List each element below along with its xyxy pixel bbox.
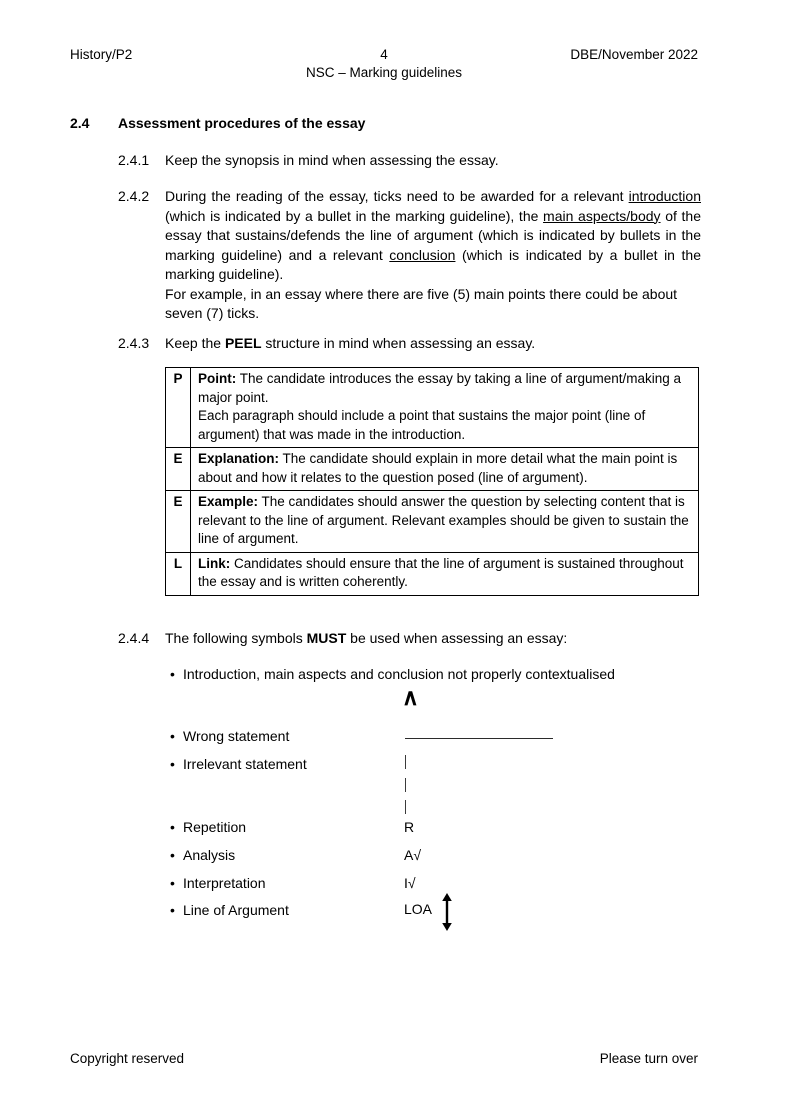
peel-letter-e1: E bbox=[166, 448, 191, 491]
bullet-icon: • bbox=[170, 666, 175, 682]
peel-intro-pre: Keep the bbox=[165, 335, 225, 351]
header-subtitle: NSC – Marking guidelines bbox=[305, 65, 463, 80]
repetition-symbol-icon: R bbox=[404, 819, 415, 835]
list-item bbox=[170, 755, 470, 774]
underlined-main-aspects-body: main aspects/body bbox=[543, 207, 661, 224]
section-title: Assessment procedures of the essay bbox=[118, 115, 366, 131]
symbol-label-irrelevant-statement: Irrelevant statement bbox=[183, 756, 307, 772]
symbol-label-wrong-statement: Wrong statement bbox=[183, 728, 290, 744]
peel-intro-post: structure in mind when assessing an essay. bbox=[261, 335, 536, 351]
bullet-icon: • bbox=[170, 728, 175, 744]
footer-copyright: Copyright reserved bbox=[70, 1051, 185, 1066]
symbol-label-line-of-argument: Line of Argument bbox=[183, 902, 289, 918]
clause-text-2-4-4 bbox=[165, 629, 701, 649]
clause-2-4-3 bbox=[118, 334, 701, 354]
analysis-letter: A bbox=[404, 847, 414, 863]
vertical-bar-symbol-icon-3 bbox=[405, 800, 406, 814]
clause-text-2-4-1: Keep the synopsis in mind when assessing the essay. bbox=[165, 152, 499, 168]
bullet-icon: • bbox=[170, 819, 175, 835]
table-row bbox=[166, 368, 699, 448]
bullet-icon: • bbox=[170, 902, 175, 918]
list-item bbox=[170, 665, 690, 684]
peel-text-point-2: Each paragraph should include a point that sustains the major point (line of argument) that was made in the introduction. bbox=[198, 408, 646, 442]
symbols-intro-pre: The following symbols bbox=[165, 630, 307, 646]
clause-body-2-4-2 bbox=[165, 187, 701, 324]
list-item bbox=[170, 727, 470, 746]
peel-description-link bbox=[191, 552, 699, 595]
bullet-icon: • bbox=[170, 756, 175, 772]
clause-number-2-4-4: 2.4.4 bbox=[118, 630, 150, 646]
analysis-symbol-icon bbox=[404, 846, 421, 865]
symbol-label-analysis: Analysis bbox=[183, 847, 236, 863]
underlined-introduction: introduction bbox=[628, 188, 701, 204]
clause-example-2-4-2: For example, in an essay where there are five (5) main points there could be about seven (7) ticks. bbox=[165, 285, 678, 321]
clause-text-2-4-3 bbox=[165, 334, 701, 354]
caret-symbol-icon: ∧ bbox=[402, 684, 419, 710]
clause-2-4-2 bbox=[118, 187, 701, 324]
symbol-label-interpretation: Interpretation bbox=[183, 875, 266, 891]
peel-keyword: PEEL bbox=[224, 335, 262, 351]
header-exam-session: DBE/November 2022 bbox=[570, 47, 698, 62]
footer-turn-over: Please turn over bbox=[599, 1051, 698, 1066]
peel-text-link: Candidates should ensure that the line of argument is sustained throughout the essay and is written coherently. bbox=[198, 555, 684, 589]
list-item bbox=[170, 846, 470, 865]
text-fragment-1: During the reading of the essay, ticks need to be awarded for a relevant bbox=[165, 188, 629, 204]
vertical-bar-symbol-icon-1 bbox=[405, 755, 406, 769]
clause-number-2-4-2: 2.4.2 bbox=[118, 188, 150, 204]
peel-description-explanation bbox=[191, 448, 699, 491]
vertical-bar-symbol-icon-2 bbox=[405, 778, 406, 792]
text-fragment-4: (which is indicated by a bullet in the marking guideline). bbox=[165, 246, 701, 282]
header-page-number: 4 bbox=[380, 47, 388, 62]
list-item bbox=[170, 818, 470, 837]
header-top-row bbox=[70, 46, 698, 64]
clause-2-4-4 bbox=[118, 629, 701, 649]
peel-text-example: The candidates should answer the question by selecting content that is relevant to the line of argument. Relevant examples should be given to sustain the line of argument. bbox=[198, 494, 689, 546]
table-row bbox=[166, 491, 699, 553]
text-fragment-2: (which is indicated by a bullet in the marking guideline), the bbox=[165, 207, 544, 224]
symbols-must-keyword: MUST bbox=[306, 630, 347, 646]
table-row bbox=[166, 552, 699, 595]
peel-structure-table bbox=[165, 367, 699, 596]
bullet-icon: • bbox=[170, 875, 175, 891]
double-headed-arrow-icon bbox=[440, 893, 454, 931]
peel-letter-p: P bbox=[166, 368, 191, 448]
section-number: 2.4 bbox=[70, 115, 90, 131]
peel-letter-l: L bbox=[166, 552, 191, 595]
underlined-conclusion: conclusion bbox=[389, 246, 456, 263]
peel-term-link: Link: bbox=[198, 555, 231, 571]
header-subject: History/P2 bbox=[70, 47, 133, 62]
radical-icon: √ bbox=[413, 847, 422, 863]
symbols-intro-post: be used when assessing an essay: bbox=[346, 630, 568, 646]
section-heading bbox=[70, 114, 698, 133]
symbol-label-repetition: Repetition bbox=[183, 819, 247, 835]
interpretation-letter: I bbox=[404, 875, 408, 891]
interpretation-symbol-icon bbox=[404, 874, 416, 893]
peel-text-point: The candidate introduces the essay by taking a line of argument/making a major point. bbox=[198, 371, 682, 405]
clause-paragraph-2-4-2 bbox=[165, 187, 701, 285]
peel-term-explanation: Explanation: bbox=[198, 451, 280, 466]
horizontal-line-symbol-icon bbox=[405, 738, 553, 739]
symbol-label-contextualisation: Introduction, main aspects and conclusion not properly contextualised bbox=[183, 666, 615, 682]
peel-text-explanation: The candidate should explain in more detail what the main point is about and how it relates to the question posed (line of argument). bbox=[198, 451, 678, 485]
peel-letter-e2: E bbox=[166, 491, 191, 553]
peel-description-example bbox=[191, 491, 699, 553]
peel-term-example: Example: bbox=[198, 494, 259, 509]
peel-description-point bbox=[191, 368, 699, 448]
bullet-icon: • bbox=[170, 847, 175, 863]
loa-symbol-icon: LOA bbox=[404, 901, 433, 917]
list-item bbox=[170, 874, 470, 893]
clause-number-2-4-1: 2.4.1 bbox=[118, 152, 150, 168]
page-header bbox=[70, 46, 698, 82]
clause-2-4-1 bbox=[118, 151, 701, 171]
clause-number-2-4-3: 2.4.3 bbox=[118, 335, 150, 351]
text-fragment-3: of the essay that sustains/defends the line of argument (which is indicated by bullets in the marking guideline) and a relevant bbox=[165, 207, 701, 263]
table-row bbox=[166, 448, 699, 491]
radical-icon: √ bbox=[407, 875, 416, 891]
peel-term-point: Point: bbox=[198, 371, 237, 386]
